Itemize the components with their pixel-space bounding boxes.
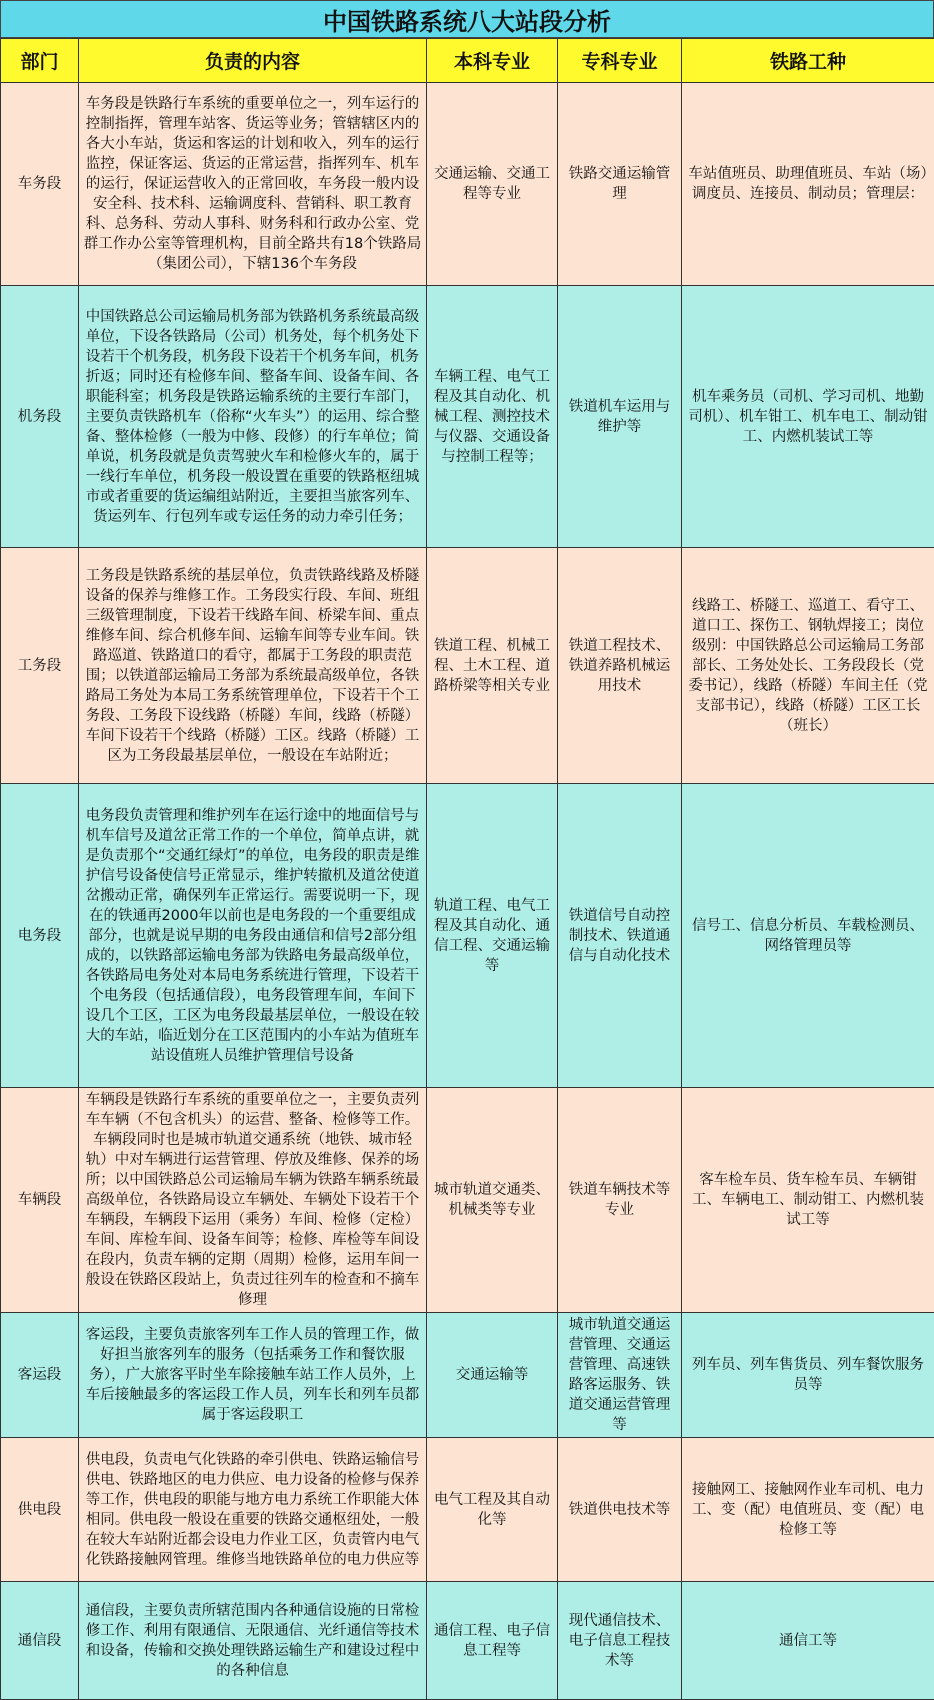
header-row xyxy=(1,39,934,83)
table-row xyxy=(1,83,934,286)
content-cell: 中国铁路总公司运输局机务部为铁路机务系统最高级单位，下设各铁路局（公司）机务处，每个机务处下设若干个机务段，机务段下设若干个机务车间，机务折返；同时还有检修车间、整备车间、设备车间、各职能科室；机务段是铁路运输系统的主要行车部门，主要负责铁路机车（俗称“火车头”）的运用、综合整备、整体检修（一般为中修、段修）的行车单位；简单说，机务段就是负责驾驶火车和检修火车的，属于一线行车单位，机务段一般设置在重要的铁路枢纽城市或者重要的货运编组站附近，主要担当旅客列车、货运列车、行包列车或专运任务的动力牵引任务； xyxy=(79,286,427,548)
college-cell: 铁道供电技术等 xyxy=(558,1438,682,1582)
header-college: 专科专业 xyxy=(558,39,682,83)
dept-cell: 车辆段 xyxy=(1,1088,79,1313)
content-cell: 车务段是铁路行车系统的重要单位之一，列车运行的控制指挥，管理车站客、货运等业务；管辖辖区内的各大小车站，货运和客运的计划和收入，列车的运行监控，保证客运、货运的正常运营，指挥列车、机车的运行，保证运营收入的正常回收，车务段一般内设安全科、技术科、运输调度科、营销科、职工教育科、总务科、劳动人事科、财务科和行政办公室、党群工作办公室等管理机构，目前全路共有18个铁路局（集团公司），下辖136个车务段 xyxy=(79,83,427,286)
table-row xyxy=(1,286,934,548)
bachelor-cell: 车辆工程、电气工程及其自动化、机械工程、测控技术与仪器、交通设备与控制工程等； xyxy=(427,286,558,548)
jobs-cell: 客车检车员、货车检车员、车辆钳工、车辆电工、制动钳工、内燃机装试工等 xyxy=(682,1088,934,1313)
header-dept: 部门 xyxy=(1,39,79,83)
table-row xyxy=(1,548,934,784)
table-row xyxy=(1,1438,934,1582)
dept-cell: 电务段 xyxy=(1,784,79,1088)
content-cell: 通信段，主要负责所辖范围内各种通信设施的日常检修工作、利用有限通信、无限通信、光纤通信等技术和设备，传输和交换处理铁路运输生产和建设过程中的各种信息 xyxy=(79,1582,427,1700)
bachelor-cell: 通信工程、电子信息工程等 xyxy=(427,1582,558,1700)
bachelor-cell: 轨道工程、电气工程及其自动化、通信工程、交通运输等 xyxy=(427,784,558,1088)
sheet-title: 中国铁路系统八大站段分析 xyxy=(0,0,934,38)
content-cell: 供电段，负责电气化铁路的牵引供电、铁路运输信号供电、铁路地区的电力供应、电力设备的检修与保养等工作，供电段的职能与地方电力系统工作职能大体相同。供电段一般设在重要的铁路交通枢纽处，一般在较大车站附近都会设电力作业工区，负责管内电气化铁路接触网管理。维修当地铁路单位的电力供应等 xyxy=(79,1438,427,1582)
content-cell: 车辆段是铁路行车系统的重要单位之一，主要负责列车车辆（不包含机头）的运营、整备、检修等工作。车辆段同时也是城市轨道交通系统（地铁、城市轻轨）中对车辆进行运营管理、停放及维修、保养的场所；以中国铁路总公司运输局车辆为铁路车辆系统最高级单位，各铁路局设立车辆处、车辆处下设若干个车辆段，车辆段下运用（乘务）车间、检修（定检）车间、库检车间、设备车间等；检修、库检等车间设在段内，负责车辆的定期（周期）检修，运用车间一般设在铁路区段站上，负责过往列车的检查和不摘车修理 xyxy=(79,1088,427,1313)
college-cell: 铁道信号自动控制技术、铁道通信与自动化技术 xyxy=(558,784,682,1088)
jobs-cell: 机车乘务员（司机、学习司机、地勤司机）、机车钳工、机车电工、制动钳工、内燃机装试工等 xyxy=(682,286,934,548)
bachelor-cell: 城市轨道交通类、机械类等专业 xyxy=(427,1088,558,1313)
table-row xyxy=(1,1582,934,1700)
jobs-cell: 接触网工、接触网作业车司机、电力工、变（配）电值班员、变（配）电检修工等 xyxy=(682,1438,934,1582)
header-bachelor: 本科专业 xyxy=(427,39,558,83)
college-cell: 现代通信技术、电子信息工程技术等 xyxy=(558,1582,682,1700)
table-row xyxy=(1,1313,934,1438)
dept-cell: 供电段 xyxy=(1,1438,79,1582)
header-content: 负责的内容 xyxy=(79,39,427,83)
content-cell: 工务段是铁路系统的基层单位，负责铁路线路及桥隧设备的保养与维修工作。工务段实行段、车间、班组三级管理制度，下设若干线路车间、桥梁车间、重点维修车间、综合机修车间、运输车间等专业车间。铁路巡道、铁路道口的看守，都属于工务段的职责范围；以铁道部运输局工务部为系统最高级单位，各铁路局工务处为本局工务系统管理单位，下设若干个工务段、工务段下设线路（桥隧）车间，线路（桥隧）车间下设若干个线路（桥隧）工区。线路（桥隧）工区为工务段最基层单位，一般设在车站附近； xyxy=(79,548,427,784)
dept-cell: 工务段 xyxy=(1,548,79,784)
header-jobs: 铁路工种 xyxy=(682,39,934,83)
analysis-table xyxy=(0,38,934,1700)
bachelor-cell: 铁道工程、机械工程、土木工程、道路桥梁等相关专业 xyxy=(427,548,558,784)
jobs-cell: 车站值班员、助理值班员、车站（场）调度员、连接员、制动员；管理层： xyxy=(682,83,934,286)
jobs-cell: 列车员、列车售货员、列车餐饮服务员等 xyxy=(682,1313,934,1438)
bachelor-cell: 交通运输等 xyxy=(427,1313,558,1438)
college-cell: 城市轨道交通运营管理、交通运营管理、高速铁路客运服务、铁道交通运营管理等 xyxy=(558,1313,682,1438)
jobs-cell: 通信工等 xyxy=(682,1582,934,1700)
college-cell: 铁道工程技术、铁道养路机械运用技术 xyxy=(558,548,682,784)
jobs-cell: 线路工、桥隧工、巡道工、看守工、道口工、探伤工、钢轨焊接工；岗位级别：中国铁路总公司运输局工务部部长、工务处处长、工务段段长（党委书记），线路（桥隧）车间主任（党支部书记），线路（桥隧）工区工长（班长） xyxy=(682,548,934,784)
college-cell: 铁道车辆技术等专业 xyxy=(558,1088,682,1313)
dept-cell: 车务段 xyxy=(1,83,79,286)
content-cell: 客运段，主要负责旅客列车工作人员的管理工作，做好担当旅客列车的服务（包括乘务工作和餐饮服务），广大旅客平时坐车除接触车站工作人员外，上车后接触最多的客运段工作人员，列车长和列车员都属于客运段职工 xyxy=(79,1313,427,1438)
table-row xyxy=(1,784,934,1088)
dept-cell: 客运段 xyxy=(1,1313,79,1438)
table-row xyxy=(1,1088,934,1313)
bachelor-cell: 交通运输、交通工程等专业 xyxy=(427,83,558,286)
bachelor-cell: 电气工程及其自动化等 xyxy=(427,1438,558,1582)
college-cell: 铁道机车运用与维护等 xyxy=(558,286,682,548)
jobs-cell: 信号工、信息分析员、车载检测员、网络管理员等 xyxy=(682,784,934,1088)
content-cell: 电务段负责管理和维护列车在运行途中的地面信号与机车信号及道岔正常工作的一个单位，简单点讲，就是负责那个“交通红绿灯”的单位，电务段的职责是维护信号设备使信号正常显示，维护转撤机及道岔使道岔搬动正常，确保列车正常运行。需要说明一下，现在的铁通再2000年以前也是电务段的一个重要组成部分，也就是说早期的电务段由通信和信号2部分组成的，以铁路部运输电务部为铁路电务最高级单位，各铁路局电务处对本局电务系统进行管理，下设若干个电务段（包括通信段），电务段管理车间，车间下设几个工区，工区为电务段最基层单位，一般设在较大的车站，临近划分在工区范围内的小车站为值班车站设值班人员维护管理信号设备 xyxy=(79,784,427,1088)
dept-cell: 机务段 xyxy=(1,286,79,548)
dept-cell: 通信段 xyxy=(1,1582,79,1700)
college-cell: 铁路交通运输管理 xyxy=(558,83,682,286)
